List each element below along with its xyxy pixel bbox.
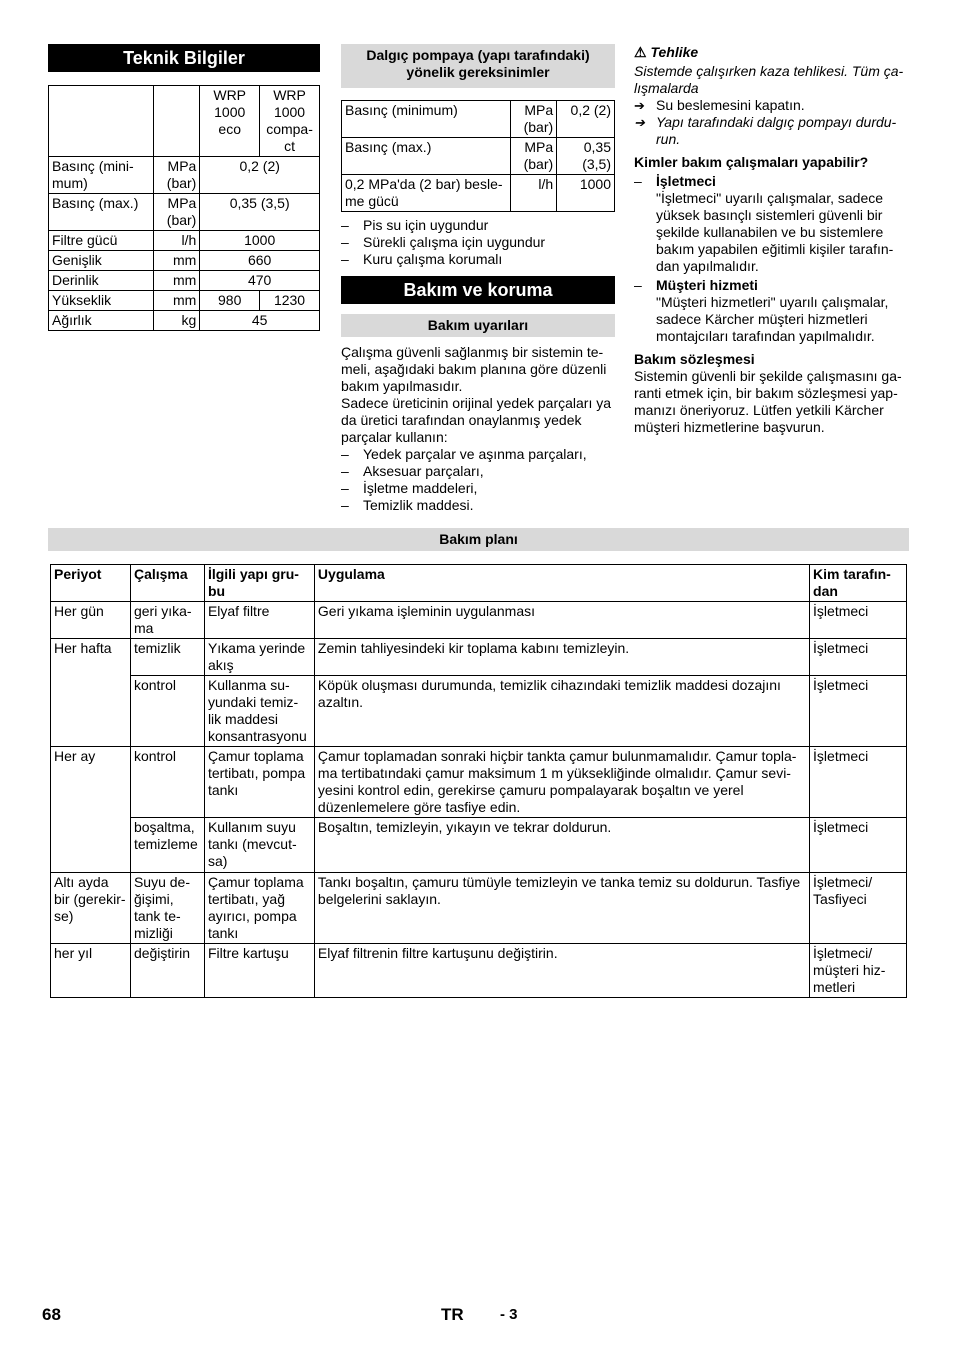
technical-table <box>48 85 320 331</box>
list-item: ➔ Su beslemesini kapatın. <box>634 97 909 114</box>
page-number: 68 <box>42 1305 61 1324</box>
list-item: – Aksesuar parçaları, <box>341 463 615 480</box>
table-row: Filtre gücü l/h 1000 <box>49 231 320 251</box>
table-row: Basınç (max.) MPa (bar) 0,35 (3,5) <box>342 138 615 175</box>
table-header-row: Periyot Çalışma İlgili yapı gru-bu Uygulama Kim tarafın-dan <box>51 565 907 602</box>
spare-parts-list <box>341 446 615 514</box>
list-item: – Temizlik maddesi. <box>341 497 615 514</box>
contract-text: Sistemin güvenli bir şekilde çalışmasını ga-ranti etmek için, bir bakım sözleşmesi yap-manızı öneriyoruz. Lütfen yetkili Kärcher müşteri hizmetlerine başvurun. <box>634 368 902 435</box>
section-title-technical: Teknik Bilgiler <box>48 44 320 72</box>
table-row: Derinlik mm 470 <box>49 271 320 291</box>
notes-paragraph-2: Sadece üreticinin orijinal yedek parçaları ya da üretici tarafından onaylanmış yedek parçalar kullanın: <box>341 395 612 445</box>
pump-table <box>341 100 615 212</box>
table-row: Her hafta temizlik Yıkama yerinde akış Zemin tahliyesindeki kir toplama kabını temizleyin. İşletmeci <box>51 639 907 676</box>
warning-triangle-icon: ⚠ <box>634 44 647 60</box>
col-head-compact: WRP 1000 compa-ct <box>260 86 320 157</box>
danger-label: Tehlike <box>650 44 699 60</box>
list-item: – Yedek parçalar ve aşınma parçaları, <box>341 446 615 463</box>
list-item: – İşletmeci "İşletmeci" uyarılı çalışmalar, sadece yüksek basınçlı sistemleri güvenli bir şekilde kullanabilen ve bu sistemlere bakım yapabilen eğitimli kişiler tarafın-dan yapılmalıdır. <box>634 173 909 275</box>
list-item: – İşletme maddeleri, <box>341 480 615 497</box>
table-row: Her ay kontrol Çamur toplama tertibatı, pompa tankı Çamur toplamadan sonraki hiçbir tankta çamur bulunmamalıdır. Çamur topla-ma tertibatındaki çamur maksimum 1 m yüksekliğinde olmalıdır. Çamur sevi-yesini kontrol edin, gerekirse çamuru pompalayarak boşaltın ve yerel düzenlemelere göre tasfiye edin. İşletmeci <box>51 747 907 818</box>
list-item: ➔ Yapı tarafındaki dalgıç pompayı durdu-run. <box>634 114 909 148</box>
list-item: – Pis su için uygundur <box>341 217 615 234</box>
middle-column <box>341 44 615 514</box>
table-row: kontrol Kullanma su-yundaki temiz-lik maddesi konsantrasyonu Köpük oluşması durumunda, temizlik cihazındaki temizlik maddesi dozajını azaltın. İşletmeci <box>51 676 907 747</box>
table-row: boşaltma, temizleme Kullanım suyu tankı (mevcut-sa) Boşaltın, temizleyin, yıkayın ve tekrar doldurun. İşletmeci <box>51 818 907 873</box>
list-item: – Müşteri hizmeti "Müşteri hizmetleri" uyarılı çalışmalar, sadece Kärcher müşteri hizmetleri montajcıları tarafından yapılmalıdır. <box>634 277 909 345</box>
language-code: TR <box>441 1305 464 1324</box>
pump-requirements-title: Dalgıç pompaya (yapı tarafındaki) yönelik gereksinimler <box>341 44 615 88</box>
table-row: Basınç (max.) MPa (bar) 0,35 (3,5) <box>49 194 320 231</box>
notes-paragraph-1: Çalışma güvenli sağlanmış bir sistemin te-meli, aşağıdaki bakım planına göre düzenli bakım yapılmasıdır. <box>341 344 607 394</box>
maintenance-plan-title: Bakım planı <box>48 528 909 551</box>
maintenance-notes-title: Bakım uyarıları <box>341 314 615 337</box>
maintenance-plan-table <box>50 564 907 998</box>
who-title: Kimler bakım çalışmaları yapabilir? <box>634 154 869 170</box>
section-title-care: Bakım ve koruma <box>341 276 615 304</box>
danger-steps <box>634 97 909 148</box>
danger-heading <box>634 44 909 61</box>
col-head-eco: WRP 1000 eco <box>200 86 260 157</box>
danger-text: Sistemde çalışırken kaza tehlikesi. Tüm ça-lışmalarda <box>634 63 904 96</box>
table-row: Basınç (mini-mum) MPa (bar) 0,2 (2) <box>49 157 320 194</box>
right-column <box>634 44 909 436</box>
table-row: Ağırlık kg 45 <box>49 311 320 331</box>
left-column <box>48 44 320 331</box>
table-row: Her gün geri yıka-ma Elyaf filtre Geri yıkama işleminin uygulanması İşletmeci <box>51 602 907 639</box>
pump-features-list <box>341 217 615 268</box>
table-row: 0,2 MPa'da (2 bar) besle-me gücü l/h 1000 <box>342 175 615 212</box>
list-item: – Sürekli çalışma için uygundur <box>341 234 615 251</box>
table-row: her yıl değiştirin Filtre kartuşu Elyaf filtrenin filtre kartuşunu değiştirin. İşletmeci/ müşteri hiz-metleri <box>51 944 907 998</box>
table-row: Yükseklik mm 980 1230 <box>49 291 320 311</box>
list-item: – Kuru çalışma korumalı <box>341 251 615 268</box>
section-page-number: - 3 <box>500 1306 518 1323</box>
who-list <box>634 173 909 345</box>
table-row: Altı ayda bir (gerekir-se) Suyu de-ğişimi, tank te-mizliği Çamur toplama tertibatı, yağ ayırıcı, pompa tankı Tankı boşaltın, çamuru tümüyle temizleyin ve tanka temiz su doldurun. Tasfiye belgelerini saklayın. İşletmeci/ Tasfiyeci <box>51 873 907 944</box>
table-row <box>49 86 320 157</box>
contract-title: Bakım sözleşmesi <box>634 351 755 367</box>
table-row: Genişlik mm 660 <box>49 251 320 271</box>
table-row: Basınç (minimum) MPa (bar) 0,2 (2) <box>342 101 615 138</box>
